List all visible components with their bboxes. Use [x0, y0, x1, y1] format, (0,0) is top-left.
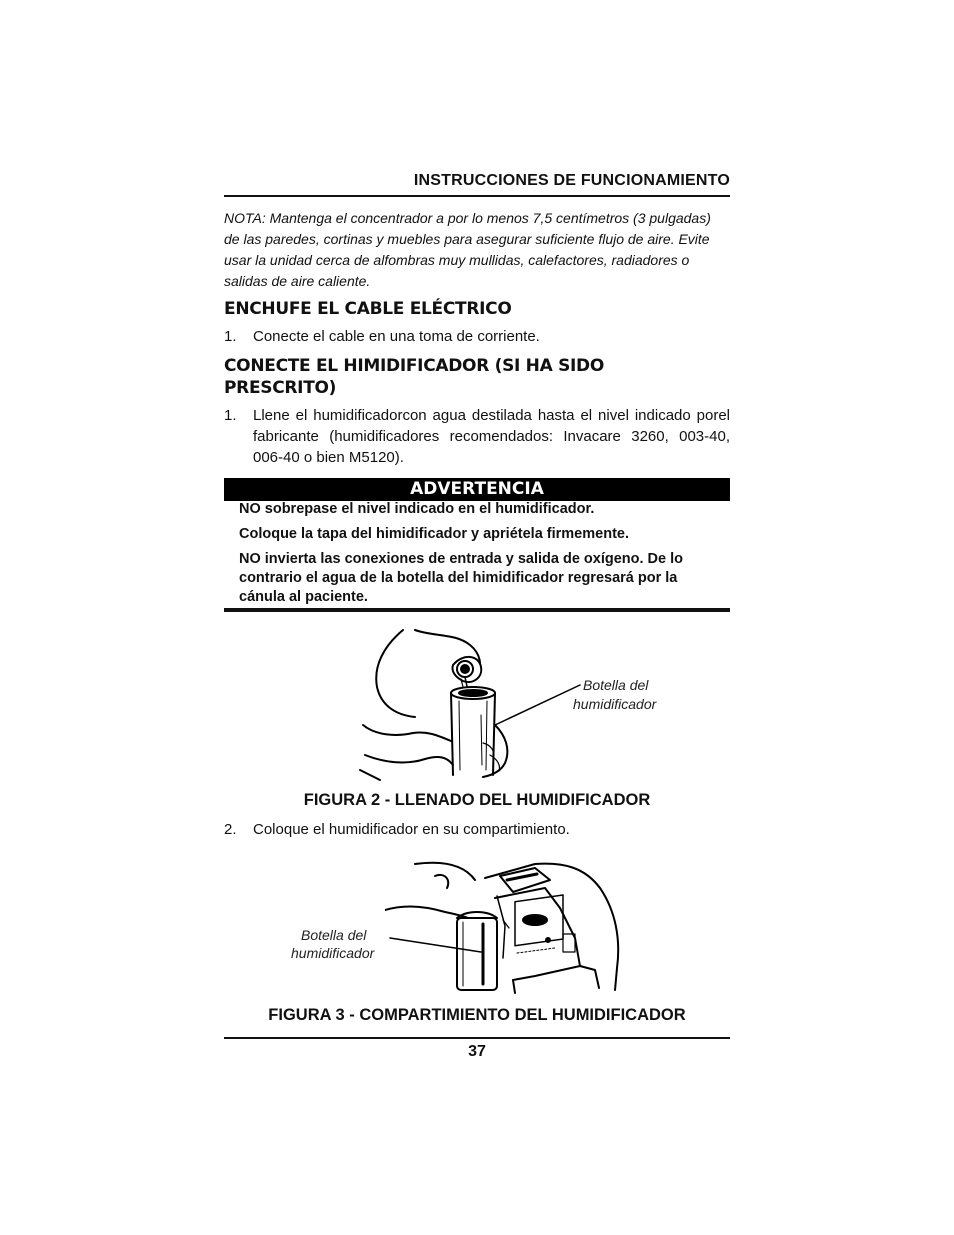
warning-line: [239, 500, 724, 519]
list-item-text: Conecte el cable en una toma de corriente.: [253, 328, 540, 345]
list-item-number: 1.: [224, 407, 237, 424]
list-item: [224, 326, 730, 347]
section-heading-line: PRESCRITO): [224, 378, 337, 398]
figure3-label-line: humidificador: [291, 945, 375, 961]
list-item-text: Llene el humidificadorcon agua destilada hasta el nivel indicado porel fabricante (humidificadores recomendados: Invacare 3260, 003-40, 006-40 o bien M5120).: [253, 407, 730, 466]
warning-text: invierta las conexiones de entrada y salida de oxígeno. De lo contrario el agua de la botella del himidificador regresará por la cánula al paciente.: [239, 551, 684, 605]
figure2-illustration: [355, 625, 595, 785]
note-paragraph: NOTA: Mantenga el concentrador a por lo menos 7,5 centímetros (3 pulgadas) de las paredes, cortinas y muebles para asegurar suficiente flujo de aire. Evite usar la unidad cerca de alfombras muy mullidas, calefactores, radiadores o salidas de aire caliente.: [224, 210, 711, 289]
figure2-label-line: Botella del: [583, 677, 649, 693]
section-heading-power-cord: ENCHUFE EL CABLE ELÉCTRICO: [224, 299, 512, 319]
warning-strong: NO: [239, 551, 261, 567]
figure3-illustration: [385, 858, 635, 998]
list-item: [224, 819, 730, 840]
figure3-label: [291, 944, 374, 963]
list-item-number: 1.: [224, 328, 237, 345]
page-number: 37: [468, 1043, 486, 1060]
list-item: [224, 405, 730, 468]
section-heading-humidifier: [224, 355, 730, 399]
warning-line: [239, 550, 724, 607]
section-heading-line: CONECTE EL HIMIDIFICADOR (SI HA SIDO: [224, 356, 605, 376]
figure2-label: [583, 676, 648, 695]
figure3-caption: FIGURA 3 - COMPARTIMIENTO DEL HUMIDIFICADOR: [268, 1006, 686, 1024]
page-header-title: INSTRUCCIONES DE FUNCIONAMIENTO: [413, 172, 730, 189]
header-rule: [224, 195, 730, 197]
figure2-caption: FIGURA 2 - LLENADO DEL HUMIDIFICADOR: [303, 791, 651, 809]
figure3-label-line: Botella del: [301, 927, 367, 943]
figure2-label: [573, 695, 656, 714]
figure2-label-line: humidificador: [573, 696, 657, 712]
warning-title-bar: ADVERTENCIA: [224, 478, 730, 501]
warning-strong: NO: [239, 501, 261, 517]
warning-line: Coloque la tapa del himidificador y apriételа firmemente.: [239, 526, 629, 542]
list-item-number: 2.: [224, 821, 237, 838]
figure3-label: [301, 926, 366, 945]
list-item-text: Coloque el humidificador en su compartimiento.: [253, 821, 570, 838]
warning-bottom-rule: [224, 608, 730, 612]
warning-text: sobrepase el nivel indicado en el humidificador.: [260, 501, 595, 517]
footer-rule: [224, 1037, 730, 1039]
